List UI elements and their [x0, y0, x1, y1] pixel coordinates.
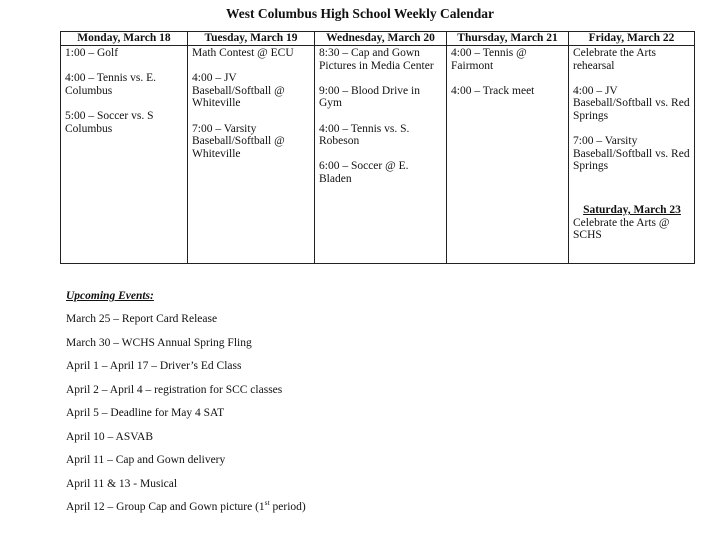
upcoming-event-item: April 10 – ASVAB [66, 430, 154, 443]
day-cell-thursday [447, 46, 569, 264]
event-item: 1:00 – Golf [65, 47, 119, 59]
event-item: 8:30 – Cap and Gown Pictures in Media Center [319, 47, 434, 72]
upcoming-event-item [66, 500, 306, 524]
upcoming-events [66, 289, 306, 524]
day-header-thursday: Thursday, March 21 [447, 32, 569, 46]
event-item: 5:00 – Soccer vs. S Columbus [65, 109, 154, 135]
event-item: 7:00 – Varsity Baseball/Softball vs. Red Springs [573, 135, 690, 173]
upcoming-event-item: March 30 – WCHS Annual Spring Fling [66, 336, 252, 349]
upcoming-event-text: April 12 – Group Cap and Gown picture (1 [66, 501, 265, 513]
event-item: Celebrate the Arts rehearsal [573, 47, 657, 72]
day-header-wednesday: Wednesday, March 20 [315, 32, 447, 46]
calendar-body-row [61, 46, 695, 264]
ordinal-suffix: st [264, 498, 270, 508]
day-cell-friday [569, 46, 695, 264]
event-item: 4:00 – Tennis @ Fairmont [451, 47, 527, 72]
calendar-title: West Columbus High School Weekly Calendar [226, 6, 494, 21]
day-header-monday: Monday, March 18 [61, 32, 188, 46]
event-item: 4:00 – JV Baseball/Softball vs. Red Springs [573, 84, 690, 122]
upcoming-events-heading: Upcoming Events: [66, 290, 154, 302]
day-header-tuesday: Tuesday, March 19 [188, 32, 315, 46]
weekly-calendar-table [60, 31, 695, 264]
upcoming-event-text: period) [269, 501, 306, 513]
calendar-header-row [61, 32, 695, 46]
event-item: 7:00 – Varsity Baseball/Softball @ Whiteville [192, 122, 285, 160]
upcoming-event-item: April 5 – Deadline for May 4 SAT [66, 407, 225, 419]
day-cell-tuesday [188, 46, 315, 264]
event-item: 6:00 – Soccer @ E. Bladen [319, 160, 409, 185]
upcoming-event-item: April 11 & 13 - Musical [66, 477, 178, 490]
event-item: 9:00 – Blood Drive in Gym [319, 84, 420, 110]
day-header-friday: Friday, March 22 [569, 32, 695, 46]
upcoming-event-item: April 11 – Cap and Gown delivery [66, 454, 226, 466]
event-item: Celebrate the Arts @ SCHS [573, 216, 670, 242]
day-cell-wednesday [315, 46, 447, 264]
upcoming-event-item: April 1 – April 17 – Driver’s Ed Class [66, 360, 242, 372]
event-item: 4:00 – Tennis vs. S. Robeson [319, 122, 410, 148]
saturday-header: Saturday, March 23 [583, 203, 681, 216]
event-item: 4:00 – JV Baseball/Softball @ Whiteville [192, 72, 285, 110]
day-cell-monday [61, 46, 188, 264]
event-item: Math Contest @ ECU [192, 47, 294, 59]
upcoming-event-item: April 2 – April 4 – registration for SCC classes [66, 383, 283, 396]
event-item: 4:00 – Tennis vs. E. Columbus [65, 72, 156, 97]
upcoming-event-item: March 25 – Report Card Release [66, 313, 218, 325]
event-item: 4:00 – Track meet [451, 84, 535, 97]
